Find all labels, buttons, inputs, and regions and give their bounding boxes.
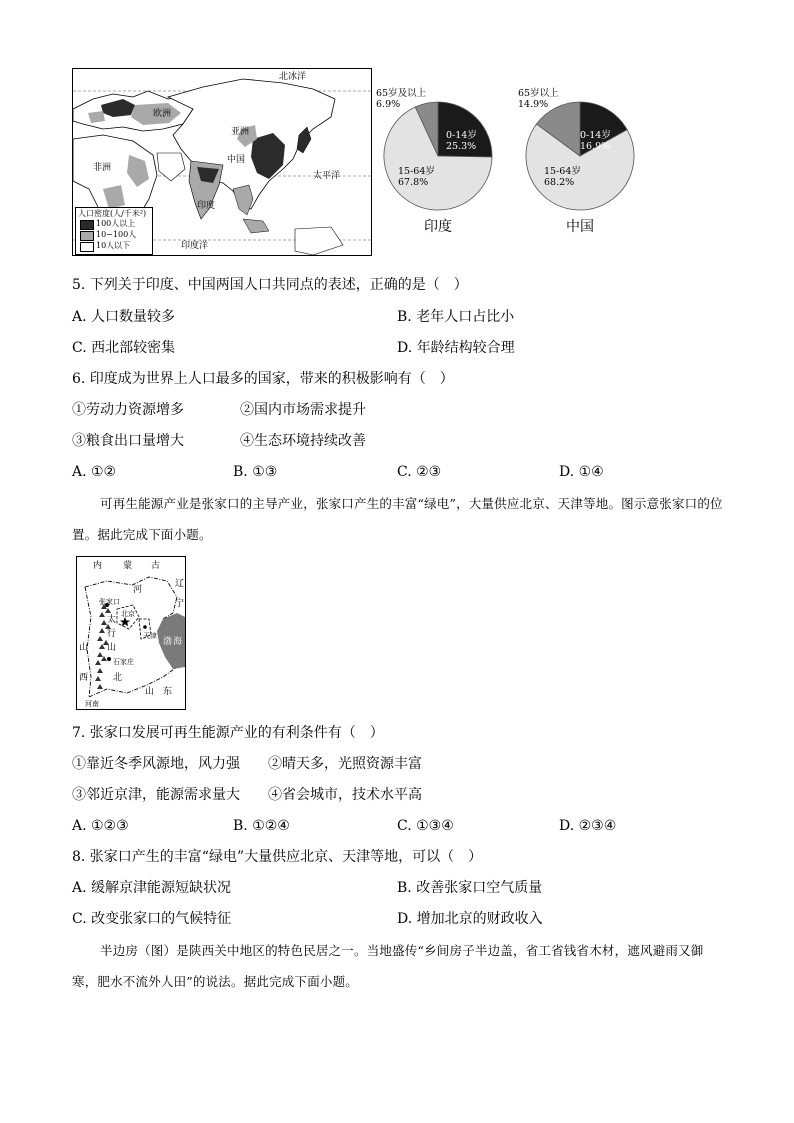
q6-item-4: ④生态环境持续改善: [240, 433, 366, 449]
q7-option-c[interactable]: C. ①③④: [397, 818, 454, 834]
legend-label-2: 10~100人: [96, 230, 137, 239]
q7-option-a[interactable]: A. ①②③: [72, 818, 129, 834]
q7-item-3: ③邻近京津，能源需求量大: [72, 787, 240, 803]
pie-slice-name: 65岁以上: [518, 88, 559, 99]
pie-slice-value: 14.9%: [518, 99, 549, 110]
pie-slice-value: 6.9%: [376, 99, 401, 110]
label-henan: 河南: [85, 700, 99, 708]
map-legend: [75, 207, 153, 255]
label-beijing: 北京: [121, 610, 135, 618]
legend-swatch-2: [80, 231, 94, 241]
label-indian-ocean: 印度洋: [181, 241, 209, 251]
q7-item-1: ①靠近冬季风源地，风力强: [72, 756, 240, 772]
label-shandong: 山 东: [145, 687, 173, 697]
pie-2-label-2: [544, 166, 581, 188]
q8-option-d[interactable]: D. 增加北京的财政收入: [397, 911, 543, 927]
label-neimenggu-3: 古: [151, 561, 161, 571]
label-china: 中国: [227, 155, 246, 165]
label-shijiazhuang: 石家庄: [113, 658, 134, 666]
q7-item-4: ④省会城市，技术水平高: [268, 787, 422, 803]
label-neimenggu-2: 蒙: [123, 561, 133, 571]
label-liaoning-2: 宁: [175, 599, 185, 609]
q6-item-1: ①劳动力资源增多: [72, 402, 184, 418]
q7-option-d[interactable]: D. ②③④: [559, 818, 617, 834]
legend-swatch-3: [80, 242, 94, 252]
label-europe: 欧洲: [153, 109, 172, 119]
q5-option-c[interactable]: C. 西北部较密集: [72, 340, 176, 356]
q5-stem: 5. 下列关于印度、中国两国人口共同点的表述，正确的是（ ）: [72, 277, 468, 293]
pie-slice-value: 68.2%: [544, 177, 575, 188]
q8-option-a[interactable]: A. 缓解京津能源短缺状况: [72, 880, 232, 896]
pie-2-label-1: [580, 130, 611, 152]
pie-1-title: 印度: [424, 219, 452, 235]
label-neimenggu-1: 内: [93, 561, 103, 571]
label-taihang-1: 太: [107, 615, 117, 625]
pie-slice-name: 0-14岁: [580, 130, 611, 141]
q7-item-2: ②晴天多，光照资源丰富: [268, 756, 422, 772]
label-africa: 非洲: [93, 163, 112, 173]
pie-slice-name: 65岁及以上: [376, 88, 427, 99]
label-shanxi-1: 山: [79, 643, 89, 653]
label-liaoning-1: 辽: [175, 579, 185, 589]
pie-2-label-3: [518, 88, 559, 110]
q7-stem: 7. 张家口发展可再生能源产业的有利条件有（ ）: [72, 725, 384, 741]
legend-swatch-1: [80, 220, 94, 230]
label-zhangjiakou: 张家口: [99, 598, 120, 606]
q6-option-a[interactable]: A. ①②: [72, 464, 117, 480]
q7-option-b[interactable]: B. ①②④: [233, 818, 290, 834]
q6-option-d[interactable]: D. ①④: [559, 464, 604, 480]
pie-charts: [376, 80, 660, 250]
pie-slice-name: 15-64岁: [398, 166, 435, 177]
pie-slice-value: 67.8%: [398, 177, 429, 188]
passage-banbianfang: 半边房（图）是陕西关中地区的特色民居之一。当地盛传“乡间房子半边盖，省工省钱省木材，遮风避雨又御寒，肥水不流外人田”的说法。据此完成下面小题。: [72, 943, 704, 989]
label-hebei-2: 北: [113, 673, 123, 683]
q6-stem: 6. 印度成为世界上人口最多的国家，带来的积极影响有（ ）: [72, 371, 454, 387]
pie-2-title: 中国: [566, 219, 594, 235]
label-pacific: 太平洋: [313, 171, 341, 181]
label-asia: 亚洲: [231, 127, 250, 137]
q6-item-2: ②国内市场需求提升: [240, 402, 366, 418]
pie-1-label-1: [446, 130, 477, 152]
pie-1-label-3: [376, 88, 426, 110]
legend-title: 人口密度(人/千米²): [78, 209, 147, 218]
q5-option-b[interactable]: B. 老年人口占比小: [397, 309, 515, 325]
label-hebei-1: 河: [133, 585, 143, 595]
pie-slice-name: 15-64岁: [544, 166, 581, 177]
pie-slice-value: 16.9%: [580, 141, 611, 152]
q8-option-c[interactable]: C. 改变张家口的气候特征: [72, 911, 232, 927]
pie-slice-name: 0-14岁: [446, 130, 477, 141]
label-taihang-2: 行: [107, 629, 117, 639]
label-india: 印度: [197, 201, 216, 211]
q5-option-d[interactable]: D. 年龄结构较合理: [397, 340, 515, 356]
label-bohai-1: 渤: [163, 637, 173, 647]
label-taihang-3: 山: [107, 643, 117, 653]
q8-stem: 8. 张家口产生的丰富“绿电”大量供应北京、天津等地，可以（ ）: [72, 849, 483, 865]
zhangjiakou-map: [76, 556, 186, 710]
label-arctic-ocean: 北冰洋: [279, 72, 307, 82]
label-bohai-2: 海: [173, 637, 183, 647]
pie-slice-value: 25.3%: [446, 141, 477, 152]
passage-zhangjiakou: 可再生能源产业是张家口的主导产业，张家口产生的丰富“绿电”，大量供应北京、天津等地。图示意张家口的位置。据此完成下面小题。: [72, 496, 723, 542]
q6-option-b[interactable]: B. ①③: [233, 464, 278, 480]
q6-item-3: ③粮食出口量增大: [72, 433, 184, 449]
world-population-map: [72, 68, 372, 256]
label-shanxi-2: 西: [79, 673, 89, 683]
legend-label-1: 100人以上: [96, 219, 136, 228]
q8-option-b[interactable]: B. 改善张家口空气质量: [397, 880, 543, 896]
q5-option-a[interactable]: A. 人口数量较多: [72, 309, 176, 325]
label-tianjin: 天津: [143, 632, 157, 640]
pie-1-label-2: [398, 166, 435, 188]
q6-option-c[interactable]: C. ②③: [397, 464, 442, 480]
legend-label-3: 10人以下: [96, 241, 131, 250]
